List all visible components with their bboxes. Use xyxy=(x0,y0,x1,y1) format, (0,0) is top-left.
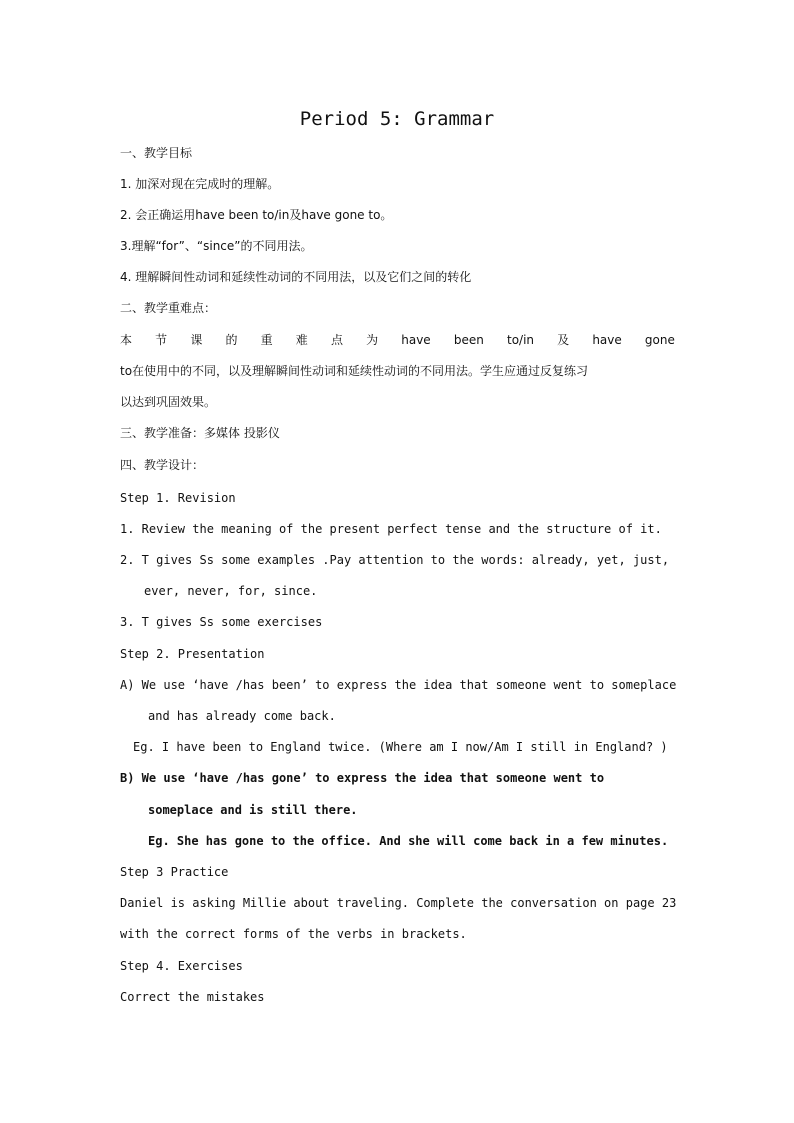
key-point-word: gone xyxy=(644,333,675,347)
objective-item: 3.理解“for”、“since”的不同用法。 xyxy=(120,239,313,253)
step1-item: 3. T gives Ss some exercises xyxy=(120,615,323,629)
step2-point-b: B) We use ‘have /has gone’ to express the idea that someone went to xyxy=(120,771,605,785)
key-point-word: 及 xyxy=(557,333,570,347)
step3-text-continuation: with the correct forms of the verbs in brackets. xyxy=(120,927,467,941)
step2-point-b-continuation: someplace and is still there. xyxy=(148,803,358,817)
step2-example-a: Eg. I have been to England twice. (Where am I now/Am I still in England? ) xyxy=(133,740,668,754)
step3-heading: Step 3 Practice xyxy=(120,865,229,879)
key-point-word: 的 xyxy=(225,333,238,347)
objective-item: 4. 理解瞬间性动词和延续性动词的不同用法，以及它们之间的转化 xyxy=(120,270,472,284)
step3-text: Daniel is asking Millie about traveling. Complete the conversation on page 23 xyxy=(120,896,677,910)
step1-item: 2. T gives Ss some examples .Pay attention to the words: already, yet, just, xyxy=(120,553,670,567)
preparation-line: 三、教学准备：多媒体 投影仪 xyxy=(120,426,280,440)
key-points-line1 xyxy=(120,332,675,348)
key-point-word: 点 xyxy=(330,333,343,347)
step4-heading: Step 4. Exercises xyxy=(120,959,243,973)
key-point-word: been xyxy=(453,333,484,347)
page-title: Period 5: Grammar xyxy=(299,108,495,130)
key-points-heading: 二、教学重难点： xyxy=(120,301,217,315)
step1-heading: Step 1. Revision xyxy=(120,491,236,505)
step1-item: 1. Review the meaning of the present perfect tense and the structure of it. xyxy=(120,522,662,536)
key-point-word: 重 xyxy=(260,333,273,347)
objective-item: 2. 会正确运用have been to/in及have gone to。 xyxy=(120,208,393,222)
key-point-word: 课 xyxy=(190,333,203,347)
step2-heading: Step 2. Presentation xyxy=(120,647,265,661)
design-heading: 四、教学设计： xyxy=(120,458,205,472)
key-point-word: 本 xyxy=(120,333,133,347)
key-point-word: 难 xyxy=(295,333,308,347)
key-point-word: have xyxy=(592,333,622,347)
step2-point-a-continuation: and has already come back. xyxy=(148,709,336,723)
step2-example-b: Eg. She has gone to the office. And she will come back in a few minutes. xyxy=(148,834,669,848)
step2-point-a: A) We use ‘have /has been’ to express the idea that someone went to someplace xyxy=(120,678,677,692)
key-points-line3: 以达到巩固效果。 xyxy=(120,395,217,409)
step4-text: Correct the mistakes xyxy=(120,990,265,1004)
key-points-line2: to在使用中的不同，以及理解瞬间性动词和延续性动词的不同用法。学生应通过反复练习 xyxy=(120,364,589,378)
objective-item: 1. 加深对现在完成时的理解。 xyxy=(120,177,280,191)
key-point-word: 节 xyxy=(155,333,168,347)
step1-item-continuation: ever, never, for, since. xyxy=(144,584,318,598)
key-point-word: to/in xyxy=(506,333,535,347)
key-point-word: have xyxy=(401,333,431,347)
objectives-heading: 一、教学目标 xyxy=(120,146,193,160)
key-point-word: 为 xyxy=(366,333,379,347)
